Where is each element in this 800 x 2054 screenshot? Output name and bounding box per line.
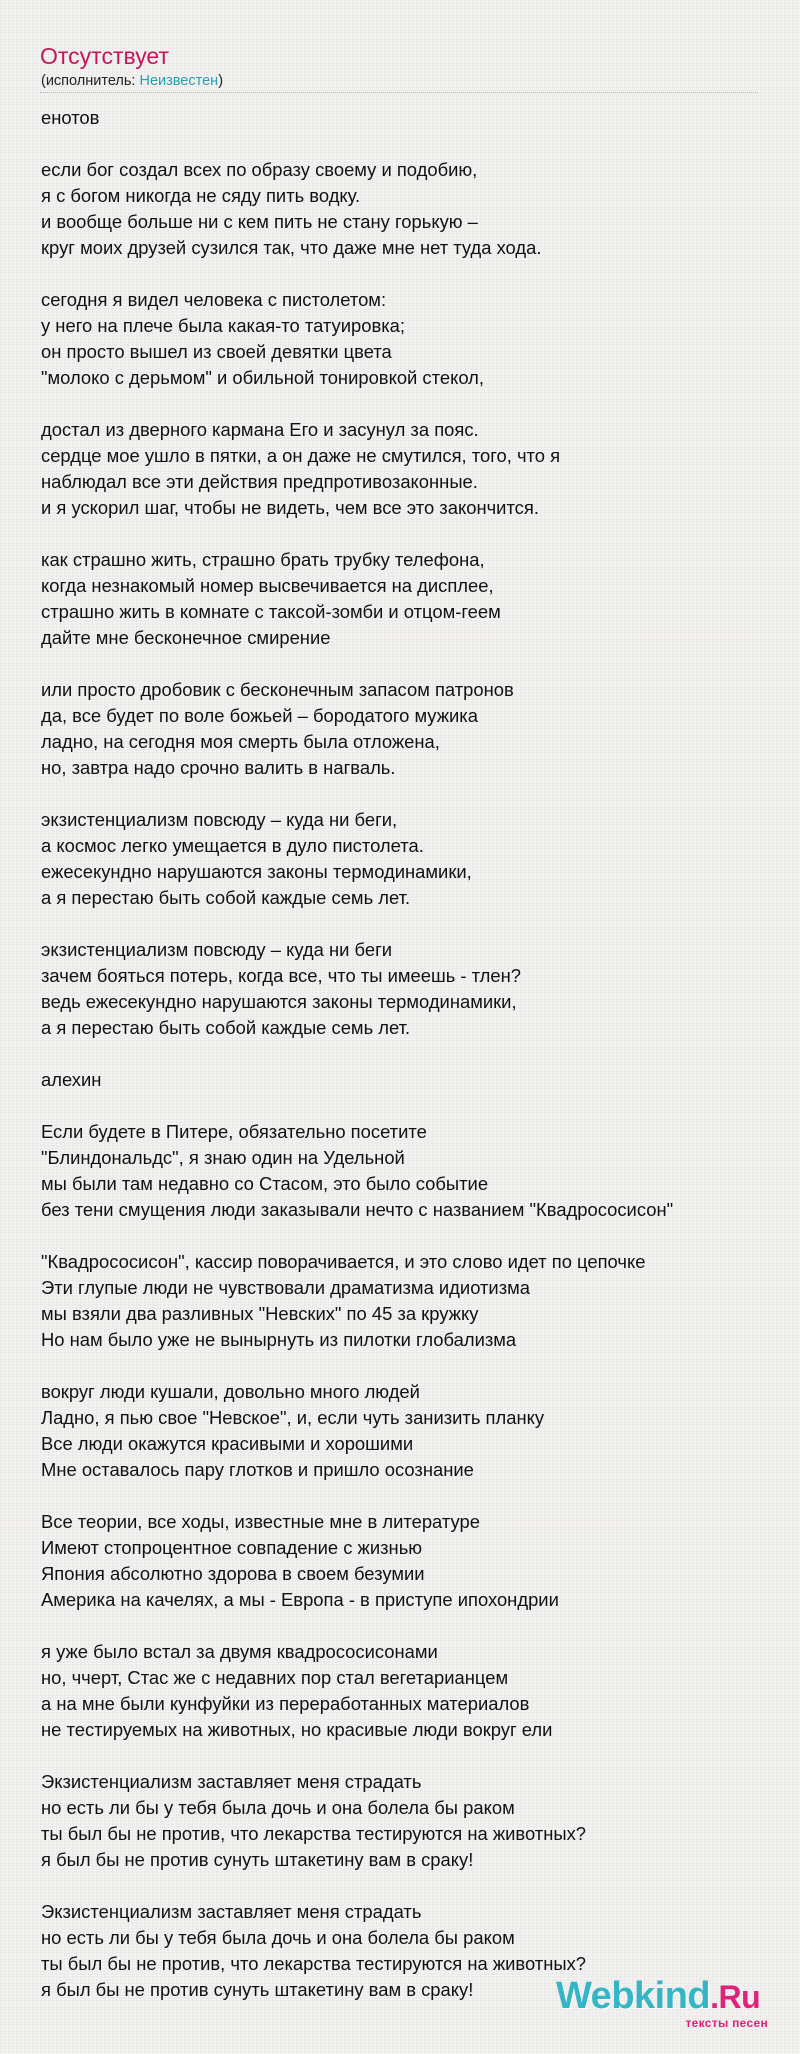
logo-wordmark <box>556 1974 760 2019</box>
logo-subtitle: тексты песен <box>685 2016 768 2030</box>
artist-link[interactable]: Неизвестен <box>139 73 219 89</box>
byline-suffix: ) <box>218 73 224 89</box>
byline-prefix: (исполнитель: <box>41 73 140 89</box>
logo-name: Webkind <box>556 1975 711 2017</box>
site-logo[interactable] <box>556 1974 772 2034</box>
artist-byline <box>41 72 223 90</box>
lyrics-text: енотов если бог создал всех по образу своему и подобию, я с богом никогда не сяду пить водку. и вообще больше ни с кем пить не стану горькую – круг моих друзей сузился так, что даже мне нет туда хода. сегодня я видел человека с пистолетом: у него на плече была какая-то татуировка; он просто вышел из своей девятки цвета "молоко с дерьмом" и обильной тонировкой стекол, достал из дверного кармана Его и засунул за пояс. сердце мое ушло в пятки, а он даже не смутился, того, что я наблюдал все эти действия предпротивозаконные. и я ускорил шаг, чтобы не видеть, чем все это закончится. как страшно жить, страшно брать трубку телефона, когда незнакомый номер высвечивается на дисплее, страшно жить в комнате с таксой-зомби и отцом-геем дайте мне бесконечное смирение или просто дробовик с бесконечным запасом патронов да, все будет по воле божьей – бородатого мужика ладно, на сегодня моя смерть была отложена, но, завтра надо срочно валить в нагваль. экзистенциализм повсюду – куда ни беги, а космос легко умещается в дуло пистолета. ежесекундно нарушаются законы термодинамики, а я перестаю быть собой каждые семь лет. экзистенциализм повсюду – куда ни беги зачем бояться потерь, когда все, что ты имеешь - тлен? ведь ежесекундно нарушаются законы термодинамики, а я перестаю быть собой каждые семь лет. алехин Если будете в Питере, обязательно посетите "Блиндональдс", я знаю один на Удельной мы были там недавно со Стасом, это было событие без тени смущения люди заказывали нечто с названием "Квадрососисон" "Квадрососисон", кассир поворачивается, и это слово идет по цепочке Эти глупые люди не чувствовали драматизма идиотизма мы взяли два разливных "Невских" по 45 за кружку Но нам было уже не вынырнуть из пилотки глобализма вокруг люди кушали, довольно много людей Ладно, я пью свое "Невское", и, если чуть занизить планку Все люди окажутся красивыми и хорошими Мне оставалось пару глотков и пришло осознание Все теории, все ходы, известные мне в литературе Имеют стопроцентное совпадение с жизнью Япония абсолютно здорова в своем безумии Америка на качелях, а мы - Европа - в приступе ипохондрии я уже было встал за двумя квадрососисонами но, ччерт, Стас же с недавних пор стал вегетарианцем а на мне были кунфуйки из переработанных материалов не тестируемых на животных, но красивые люди вокруг ели Экзистенциализм заставляет меня страдать но есть ли бы у тебя была дочь и она болела бы раком ты был бы не против, что лекарства тестируются на животных? я был бы не против сунуть штакетину вам в сраку! Экзистенциализм заставляет меня страдать но есть ли бы у тебя была дочь и она болела бы раком ты был бы не против, что лекарства тестируются на животных? я был бы не против сунуть штакетину вам в сраку! <box>41 107 674 2000</box>
header-divider <box>40 92 758 93</box>
song-title: Отсутствует <box>40 43 169 69</box>
logo-tld: .Ru <box>710 1979 761 2015</box>
